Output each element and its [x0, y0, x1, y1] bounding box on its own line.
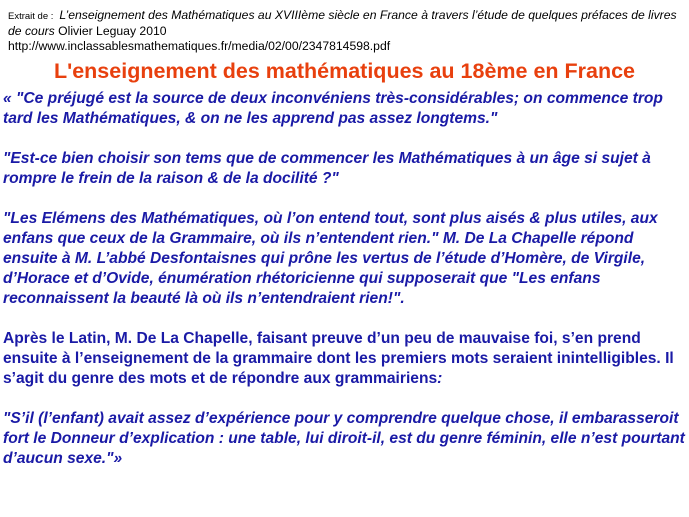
paragraph-3 [3, 209, 685, 309]
paragraph-4-colon: : [437, 370, 443, 387]
paragraph-1-text: « "Ce préjugé est la source de deux inconvéniens très-considérables; on commence trop tard les Mathématiques, & on ne les apprend pas assez longtems." [3, 90, 663, 127]
source-citation [8, 8, 683, 54]
source-label: Extrait de : [8, 11, 54, 22]
paragraph-2-text: "Est-ce bien choisir son tems que de commencer les Mathématiques à un âge si sujet à rompre le frein de la raison & de la docilité ?" [3, 150, 651, 187]
page-title: L'enseignement des mathématiques au 18ème en France [53, 59, 636, 83]
main-text [3, 89, 685, 489]
source-reference-title: L’enseignement des Mathématiques au XVIIIème siècle en France à travers l’étude de quelques préfaces de livres de cours [8, 8, 677, 38]
paragraph-1 [3, 89, 685, 129]
paragraph-2 [3, 149, 685, 189]
source-author: Olivier Leguay 2010 [58, 24, 167, 38]
paragraph-4 [3, 329, 685, 389]
paragraph-3-text: M. De La Chapelle répond ensuite à M. L’abbé Desfontaisnes qui prône les vertus de l’étude d’Homère, de Virgile, d’Horace et d’Ovide, énumération rhétoricienne qui supposerait que "Les enfans reconnaissent la beauté là où ils n’entendraient rien!". [3, 230, 646, 307]
paragraph-5 [3, 409, 685, 469]
source-url[interactable]: http://www.inclassablesmathematiques.fr/media/02/00/2347814598.pdf [8, 39, 391, 53]
paragraph-3-quote: "Les Elémens des Mathématiques, où l’on entend tout, sont plus aisés & plus utiles, aux enfans que ceux de la Grammaire, où ils n’entendent rien." [3, 210, 658, 247]
paragraph-5-text: "S’il (l’enfant) avait assez d’expérience pour y comprendre quelque chose, il embarasseroit fort le Donneur d’explication : une table, lui diroit-il, est du genre féminin, elle n’est pourtant d’aucun sexe."» [3, 410, 685, 467]
paragraph-4-text: Après le Latin, M. De La Chapelle, faisant preuve d’un peu de mauvaise foi, s’en prend ensuite à l’enseignement de la grammaire dont les premiers mots seraient inintelligibles. Il s’agit du genre des mots et de répondre aux grammairiens [3, 330, 674, 387]
